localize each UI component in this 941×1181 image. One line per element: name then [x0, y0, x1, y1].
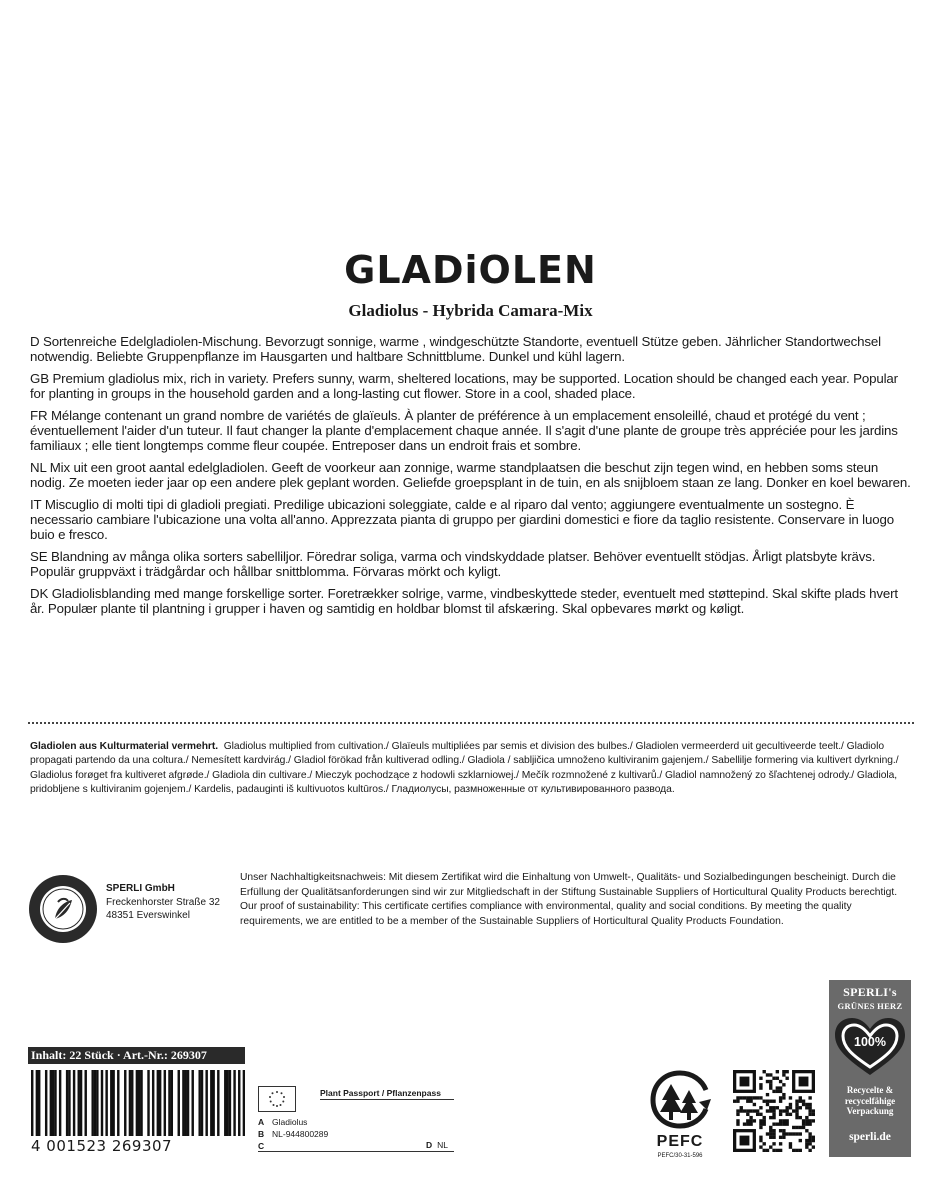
dotted-divider	[28, 722, 914, 724]
qr-module	[743, 1122, 746, 1125]
qr-module	[812, 1119, 815, 1122]
plant-passport	[258, 1086, 454, 1152]
qr-module	[799, 1100, 802, 1103]
qr-module	[808, 1113, 811, 1116]
qr-module	[740, 1106, 743, 1109]
qr-module	[740, 1096, 743, 1099]
qr-module	[736, 1109, 739, 1112]
qr-module	[808, 1132, 811, 1135]
qr-module	[779, 1086, 782, 1089]
qr-module	[749, 1116, 752, 1119]
qr-module	[782, 1136, 785, 1139]
qr-module	[746, 1119, 749, 1122]
qr-module	[808, 1122, 811, 1125]
qr-module	[782, 1132, 785, 1135]
qr-code-pattern	[733, 1070, 815, 1152]
qr-module	[795, 1103, 798, 1106]
qr-module	[795, 1116, 798, 1119]
qr-module	[772, 1109, 775, 1112]
barcode-bar	[91, 1070, 93, 1136]
barcode-bar	[94, 1070, 96, 1136]
barcode-bar	[238, 1070, 240, 1136]
qr-module	[772, 1142, 775, 1145]
barcode-bar	[31, 1070, 33, 1136]
qr-module	[782, 1070, 785, 1073]
qr-module	[769, 1136, 772, 1139]
origin-text: Gladiolus multiplied from cultivation./ Glaïeuls multipliées par semis et division des bulbes./ Gladiolen vermeerderd uit gecultiveerde teelt./ Gladiolo propagati partendo da una coltura./ Nemesített kardvirág./ Gladiol förökad från kultiverad odling./ Gladiola / sabljičica umnoženo kultiviranim gajenjem./ Sabellilje formering via kultivert dyrkning./ Gladiolus forøget fra kultiveret afgrøde./ Gladiola din cultivare./ Mieczyk pochodzące z hodowli szklarniowej./ Mečík rozmnožené z kultivarů./ Gladiol namnožený zo šľachtenej odrody./ Gladiola, pridobljene s kultiviranim gojenjem./ Kardelis, padauginti iš kultivuotos kultūros./ Гладиолусы, размноженные от культивированного развода.	[30, 741, 899, 796]
qr-module	[756, 1096, 759, 1099]
qr-finder	[740, 1136, 750, 1146]
barcode-bar	[185, 1070, 187, 1136]
sustainability-de: Unser Nachhaltigkeitsnachweis: Mit diesem Zertifikat wird die Einhaltung von Umwelt-, Qualitäts- und Sozialbedingungen bescheinigt. Durch die Erfüllung der Qualitätsanforderungen sind wir zur Mitgliedschaft in der Stiftung Sustainable Suppliers of Horticultural Quality Products berechtigt.	[240, 872, 898, 898]
qr-module	[769, 1116, 772, 1119]
barcode-bar	[229, 1070, 231, 1136]
qr-module	[785, 1106, 788, 1109]
barcode-bar	[80, 1070, 82, 1136]
passport-key-d: D	[426, 1140, 433, 1150]
qr-module	[785, 1077, 788, 1080]
passport-row-a	[258, 1117, 307, 1127]
qr-module	[782, 1129, 785, 1132]
barcode-bar	[178, 1070, 180, 1136]
qr-module	[772, 1149, 775, 1152]
barcode-bar	[68, 1070, 70, 1136]
qr-module	[805, 1119, 808, 1122]
ean-barcode	[31, 1070, 245, 1158]
qr-module	[779, 1100, 782, 1103]
description-it: IT Miscuglio di molti tipi di gladioli pregiati. Predilige ubicazioni soleggiate, calde e al riparo dal vento; aggiungere eventualmente un sostegno. È necessario cambiare l'ubicazione una volta all'anno. Apprezzata pianta di gruppo per giardini domestici e fiore da taglio resistente. Conservare in luogo buio e fresco.	[30, 496, 894, 543]
qr-module	[769, 1083, 772, 1086]
barcode-bar	[66, 1070, 68, 1136]
content-label: Inhalt: 22 Stück · Art.-Nr.: 269307	[28, 1047, 245, 1064]
qr-module	[785, 1122, 788, 1125]
qr-module	[805, 1116, 808, 1119]
qr-module	[808, 1119, 811, 1122]
qr-module	[782, 1122, 785, 1125]
barcode-bar	[85, 1070, 87, 1136]
qr-module	[776, 1122, 779, 1125]
green-heart-badge	[829, 980, 911, 1157]
qr-module	[763, 1100, 766, 1103]
qr-module	[776, 1106, 779, 1109]
qr-module	[792, 1132, 795, 1135]
qr-module	[795, 1106, 798, 1109]
qr-module	[769, 1129, 772, 1132]
passport-row-b	[258, 1129, 328, 1139]
qr-module	[749, 1122, 752, 1125]
qr-module	[746, 1122, 749, 1125]
qr-module	[782, 1083, 785, 1086]
qr-module	[763, 1122, 766, 1125]
qr-module	[779, 1149, 782, 1152]
qr-module	[772, 1116, 775, 1119]
website-url: sperli.de	[849, 1130, 891, 1143]
qr-module	[766, 1103, 769, 1106]
qr-module	[766, 1073, 769, 1076]
qr-module	[779, 1122, 782, 1125]
barcode-bar	[168, 1070, 170, 1136]
qr-module	[808, 1109, 811, 1112]
qr-module	[799, 1139, 802, 1142]
qr-module	[769, 1145, 772, 1148]
qr-module	[805, 1145, 808, 1148]
qr-module	[785, 1132, 788, 1135]
qr-finder	[740, 1077, 750, 1087]
qr-module	[769, 1126, 772, 1129]
qr-module	[776, 1149, 779, 1152]
description-se: SE Blandning av många olika sorters sabelliljor. Föredrar soliga, varma och vindskyddade platser. Behöver eventuellt stödjas. Årligt platsbyte krävs. Populär gruppväxt i trädgårdar och hållbar snittblomma. Förvaras mörkt och kyligt.	[30, 548, 876, 580]
qr-module	[736, 1113, 739, 1116]
barcode-bar	[198, 1070, 200, 1136]
qr-module	[736, 1096, 739, 1099]
qr-module	[799, 1126, 802, 1129]
qr-module	[769, 1106, 772, 1109]
barcode-bars	[31, 1070, 245, 1140]
qr-module	[746, 1113, 749, 1116]
qr-module	[792, 1126, 795, 1129]
qr-module	[759, 1139, 762, 1142]
description-de: D Sortenreiche Edelgladiolen-Mischung. Bevorzugt sonnige, warme , windgeschützte Standorte, eventuell Stütze geben. Jährlicher Standortwechsel notwendig. Beliebte Gruppenpflanze im Hausgarten und haltbare Schnittblume. Dunkel und kühl lagern.	[30, 334, 881, 365]
recycle-line-3: Verpackung	[846, 1106, 894, 1116]
qr-module	[746, 1096, 749, 1099]
passport-title-rule	[320, 1099, 454, 1100]
barcode-bar	[212, 1070, 214, 1136]
qr-module	[746, 1100, 749, 1103]
barcode-bar	[192, 1070, 194, 1136]
pefc-word: PEFC	[656, 1133, 704, 1150]
qr-module	[785, 1070, 788, 1073]
company-name: SPERLI GmbH	[106, 883, 175, 894]
qr-module	[795, 1113, 798, 1116]
qr-module	[772, 1106, 775, 1109]
qr-module	[805, 1129, 808, 1132]
qr-module	[799, 1116, 802, 1119]
qr-module	[763, 1149, 766, 1152]
qr-module	[789, 1142, 792, 1145]
qr-module	[743, 1096, 746, 1099]
qr-module	[753, 1109, 756, 1112]
qr-module	[802, 1119, 805, 1122]
passport-row-c	[258, 1141, 272, 1151]
barcode-bar	[205, 1070, 207, 1136]
qr-module	[766, 1109, 769, 1112]
recycle-line-1: Recycelte &	[846, 1085, 894, 1095]
passport-key-c: C	[258, 1141, 265, 1151]
qr-module	[799, 1106, 802, 1109]
qr-module	[799, 1096, 802, 1099]
barcode-bar	[45, 1070, 47, 1136]
description-dk: DK Gladiolisblanding med mange forskellige sorter. Foretrækker solrige, varme, vindbeskyttede steder, eventuelt med støttepind. Skal skifte plads hvert år. Populær plante til plantning i grupper i haven og samtidig en holdbar blomst til afskæring. Skal opbevares mørkt og køligt.	[30, 585, 898, 617]
qr-module	[759, 1083, 762, 1086]
pefc-code: PEFC/30-31-596	[657, 1153, 703, 1159]
description-fr: FR Mélange contenant un grand nombre de variétés de glaïeuls. À planter de préférence à un emplacement ensoleillé, chaud et protégé du vent ; éventuellement l'aider d'un tuteur. Il faut changer la plante d'emplacement chaque année. Il s'agit d'une plante de groupe très appréciée pour les jardins familiaux ; elle tient longtemps comme fleur coupée. Entreposer dans un endroit frais et sombre.	[30, 407, 898, 454]
qr-module	[756, 1109, 759, 1112]
passport-value-b: NL-944800289	[272, 1129, 329, 1139]
qr-module	[795, 1109, 798, 1112]
qr-module	[753, 1119, 756, 1122]
barcode-bar	[131, 1070, 133, 1136]
qr-module	[759, 1136, 762, 1139]
qr-module	[789, 1103, 792, 1106]
qr-module	[779, 1119, 782, 1122]
qr-module	[812, 1109, 815, 1112]
qr-module	[736, 1100, 739, 1103]
qr-module	[779, 1080, 782, 1083]
barcode-bar	[243, 1070, 245, 1136]
qr-module	[772, 1129, 775, 1132]
qr-module	[772, 1122, 775, 1125]
qr-module	[795, 1149, 798, 1152]
qr-module	[759, 1086, 762, 1089]
qr-module	[769, 1080, 772, 1083]
qr-module	[746, 1109, 749, 1112]
qr-module	[766, 1149, 769, 1152]
qr-module	[736, 1122, 739, 1125]
qr-module	[753, 1103, 756, 1106]
description-nl: NL Mix uit een groot aantal edelgladiolen. Geeft de voorkeur aan zonnige, warme standplaatsen die beschut zijn tegen wind, en hebben soms steun nodig. Ze moeten ieder jaar op een andere plek geplant worden. Geliefde groepsplant in de tuin, en als snijbloem staan ze lang. Donker en koel bewaren.	[30, 459, 911, 491]
qr-module	[779, 1113, 782, 1116]
qr-module	[776, 1090, 779, 1093]
qr-module	[763, 1142, 766, 1145]
qr-module	[789, 1106, 792, 1109]
qr-module	[795, 1132, 798, 1135]
qr-module	[763, 1070, 766, 1073]
qr-module	[749, 1100, 752, 1103]
barcode-bar	[171, 1070, 173, 1136]
barcode-bar	[233, 1070, 235, 1136]
qr-module	[749, 1119, 752, 1122]
qr-module	[808, 1096, 811, 1099]
qr-module	[763, 1119, 766, 1122]
passport-value-d: NL	[437, 1140, 449, 1150]
sustainability-statement	[240, 871, 912, 929]
pefc-logo	[647, 1070, 713, 1159]
qr-module	[759, 1145, 762, 1148]
qr-module	[795, 1126, 798, 1129]
passport-bottom-rule	[258, 1151, 454, 1152]
company-city: 48351 Everswinkel	[106, 910, 190, 921]
barcode-bar	[201, 1070, 203, 1136]
qr-module	[799, 1149, 802, 1152]
barcode-bar	[159, 1070, 161, 1136]
qr-module	[785, 1109, 788, 1112]
barcode-bar	[147, 1070, 149, 1136]
qr-module	[736, 1119, 739, 1122]
qr-module	[749, 1109, 752, 1112]
qr-module	[772, 1132, 775, 1135]
company-street: Freckenhorster Straße 32	[106, 896, 220, 908]
qr-module	[769, 1073, 772, 1076]
barcode-bar	[187, 1070, 189, 1136]
barcode-bar	[224, 1070, 226, 1136]
qr-module	[772, 1136, 775, 1139]
qr-module	[756, 1113, 759, 1116]
barcode-bar	[157, 1070, 159, 1136]
qr-module	[779, 1136, 782, 1139]
barcode-bar	[101, 1070, 103, 1136]
qr-module	[772, 1113, 775, 1116]
origin-statement	[30, 740, 912, 798]
barcode-bar	[129, 1070, 131, 1136]
qr-module	[766, 1132, 769, 1135]
barcode-bar	[182, 1070, 184, 1136]
qr-module	[799, 1132, 802, 1135]
barcode-bar	[73, 1070, 75, 1136]
barcode-bar	[105, 1070, 107, 1136]
origin-bold: Gladiolen aus Kulturmaterial vermehrt.	[30, 741, 219, 752]
qr-module	[753, 1096, 756, 1099]
barcode-bar	[52, 1070, 54, 1136]
qr-module	[789, 1145, 792, 1148]
product-title: GLADiOLEN	[344, 248, 597, 292]
qr-module	[779, 1090, 782, 1093]
qr-module	[802, 1122, 805, 1125]
qr-module	[766, 1093, 769, 1096]
passport-value-a: Gladiolus	[272, 1117, 308, 1127]
pefc-tree-icon	[647, 1070, 713, 1130]
qr-module	[743, 1109, 746, 1112]
passport-key-b: B	[258, 1129, 265, 1139]
qr-module	[766, 1080, 769, 1083]
qr-module	[802, 1100, 805, 1103]
qr-module	[772, 1100, 775, 1103]
product-subtitle: Gladiolus - Hybrida Camara-Mix	[348, 301, 593, 320]
barcode-digits: 4 001523 269307	[31, 1137, 173, 1155]
qr-module	[805, 1139, 808, 1142]
qr-module	[808, 1103, 811, 1106]
description-block	[30, 334, 912, 623]
barcode-bar	[140, 1070, 142, 1136]
barcode-bar	[164, 1070, 166, 1136]
barcode-bar	[110, 1070, 112, 1136]
qr-module	[789, 1096, 792, 1099]
barcode-bar	[36, 1070, 38, 1136]
qr-module	[805, 1103, 808, 1106]
qr-module	[779, 1109, 782, 1112]
barcode-bar	[54, 1070, 56, 1136]
barcode-bar	[136, 1070, 138, 1136]
qr-module	[776, 1077, 779, 1080]
passport-row-d	[426, 1140, 448, 1150]
qr-module	[776, 1070, 779, 1073]
qr-module	[805, 1142, 808, 1145]
qr-module	[782, 1073, 785, 1076]
qr-module	[769, 1132, 772, 1135]
qr-module	[805, 1106, 808, 1109]
qr-module	[802, 1103, 805, 1106]
qr-module	[772, 1077, 775, 1080]
barcode-bar	[112, 1070, 114, 1136]
qr-module	[782, 1093, 785, 1096]
qr-module	[812, 1139, 815, 1142]
eu-flag-icon	[258, 1086, 296, 1112]
barcode-bar	[59, 1070, 61, 1136]
qr-module	[766, 1100, 769, 1103]
barcode-bar	[117, 1070, 119, 1136]
qr-module	[812, 1113, 815, 1116]
qr-module	[759, 1119, 762, 1122]
qr-module	[759, 1106, 762, 1109]
qr-code	[733, 1070, 815, 1152]
barcode-bar	[210, 1070, 212, 1136]
qr-module	[763, 1116, 766, 1119]
qr-module	[782, 1109, 785, 1112]
qr-module	[769, 1109, 772, 1112]
qr-module	[776, 1086, 779, 1089]
recycle-percent: 100%	[854, 1035, 886, 1049]
qr-module	[785, 1119, 788, 1122]
qr-module	[759, 1126, 762, 1129]
qr-module	[805, 1122, 808, 1125]
qr-module	[795, 1100, 798, 1103]
qr-module	[808, 1139, 811, 1142]
passport-key-a: A	[258, 1117, 265, 1127]
heart-icon	[829, 1015, 911, 1079]
recycle-text	[829, 1085, 911, 1117]
barcode-bar	[38, 1070, 40, 1136]
qr-module	[740, 1109, 743, 1112]
sustainability-en: Our proof of sustainability: This certificate certifies compliance with environmental, quality and social conditions. By meeting the quality requirements, we are entitled to be a member of the Sustainable Suppliers of Horticultural Quality Products Foundation.	[240, 901, 852, 927]
qr-module	[759, 1113, 762, 1116]
qr-module	[772, 1090, 775, 1093]
qr-module	[769, 1086, 772, 1089]
qr-module	[812, 1136, 815, 1139]
barcode-bar	[50, 1070, 52, 1136]
qr-module	[733, 1100, 736, 1103]
barcode-bar	[78, 1070, 80, 1136]
green-heart-title: SPERLI's	[843, 985, 897, 999]
qr-module	[808, 1106, 811, 1109]
qr-module	[759, 1122, 762, 1125]
barcode-bar	[96, 1070, 98, 1136]
green-heart-subtitle: GRÜNES HERZ	[837, 1001, 903, 1011]
sustainable-supplier-seal	[28, 874, 98, 944]
qr-module	[812, 1145, 815, 1148]
passport-title: Plant Passport / Pflanzenpass	[320, 1088, 441, 1098]
barcode-bar	[217, 1070, 219, 1136]
qr-module	[808, 1142, 811, 1145]
qr-module	[802, 1126, 805, 1129]
qr-module	[792, 1149, 795, 1152]
barcode-bar	[138, 1070, 140, 1136]
qr-module	[782, 1119, 785, 1122]
qr-module	[779, 1129, 782, 1132]
qr-module	[808, 1136, 811, 1139]
barcode-bar	[226, 1070, 228, 1136]
qr-module	[789, 1132, 792, 1135]
barcode-bar	[124, 1070, 126, 1136]
qr-module	[769, 1100, 772, 1103]
qr-module	[749, 1096, 752, 1099]
qr-module	[779, 1142, 782, 1145]
description-gb: GB Premium gladiolus mix, rich in variety. Prefers sunny, warm, sheltered locations, may be supported. Location should be changed each year. Popular for planting in groups in the household garden and a long-lasting cut flower. Store in a cool, shaded place.	[30, 370, 898, 402]
qr-module	[789, 1113, 792, 1116]
qr-module	[782, 1096, 785, 1099]
qr-finder	[799, 1077, 809, 1087]
barcode-bar	[152, 1070, 154, 1136]
qr-module	[792, 1109, 795, 1112]
qr-module	[759, 1096, 762, 1099]
company-address	[106, 882, 220, 923]
qr-module	[779, 1096, 782, 1099]
qr-module	[759, 1077, 762, 1080]
recycle-line-2: recycelfähige	[844, 1095, 896, 1106]
qr-module	[785, 1113, 788, 1116]
qr-module	[808, 1149, 811, 1152]
